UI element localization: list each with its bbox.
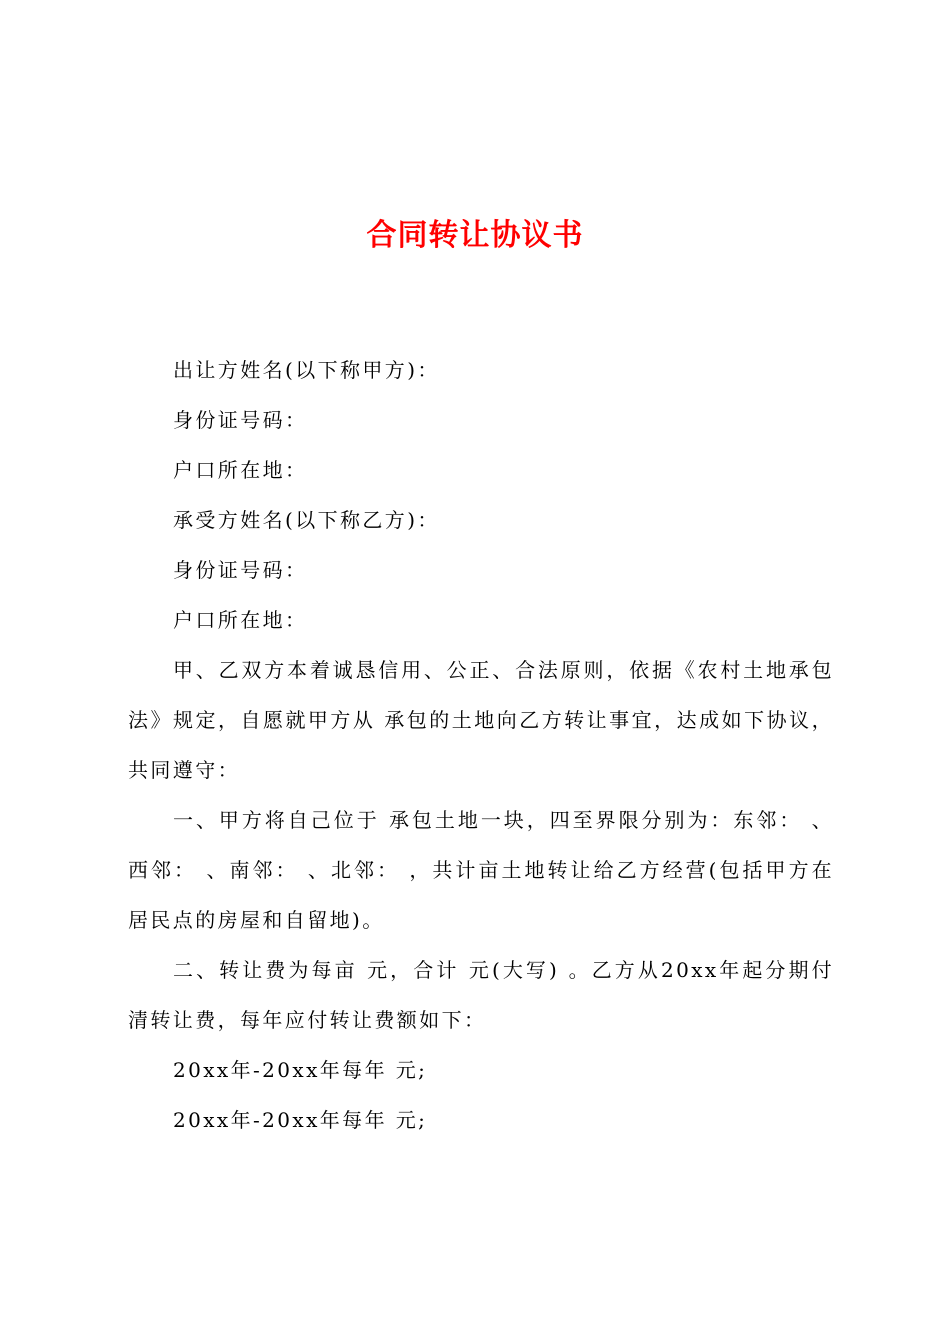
party-b-name-field: 承受方姓名(以下称乙方)： — [173, 508, 440, 532]
party-b-id-field: 身份证号码： — [173, 558, 308, 582]
party-a-residence-field: 户口所在地： — [173, 458, 308, 482]
party-a-id-field: 身份证号码： — [173, 408, 308, 432]
party-a-name-field: 出让方姓名(以下称甲方)： — [173, 358, 440, 382]
intro-paragraph: 甲、乙双方本着诚恳信用、公正、合法原则，依据《农村土地承包法》规定，自愿就甲方从 承包的土地向乙方转让事宜，达成如下协议，共同遵守： — [128, 658, 834, 782]
payment-line: 20xx年-20xx年每年 元; — [173, 1058, 428, 1082]
payment-line: 20xx年-20xx年每年 元; — [173, 1108, 428, 1132]
document-title: 合同转让协议书 — [366, 218, 584, 253]
clause-1-paragraph: 一、甲方将自己位于 承包土地一块，四至界限分别为：东邻： 、西邻： 、南邻： 、北邻： ，共计亩土地转让给乙方经营(包括甲方在居民点的房屋和自留地)。 — [128, 808, 834, 932]
party-b-residence-field: 户口所在地： — [173, 608, 308, 632]
document-body — [128, 345, 834, 1145]
clause-2-paragraph: 二、转让费为每亩 元，合计 元(大写) 。乙方从20xx年起分期付清转让费，每年应付转让费额如下： — [128, 958, 834, 1032]
